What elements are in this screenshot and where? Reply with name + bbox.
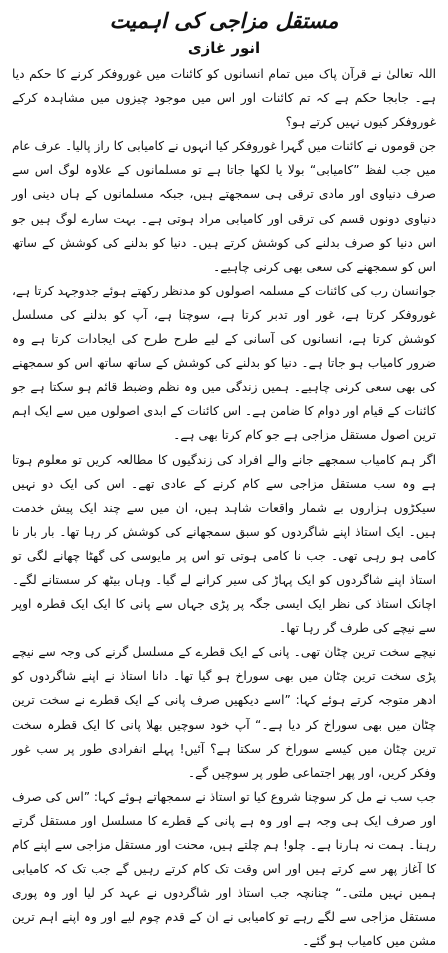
article-body (12, 62, 436, 953)
article-title: مستقل مزاجی کی اہمیت (109, 9, 339, 33)
paragraph-4: اگر ہم کامیاب سمجھے جانے والے افراد کی زندگیوں کا مطالعہ کریں تو معلوم ہوتا ہے وہ سب مستقل مزاجی سے کام کرنے کے عادی تھے۔ اس کی ایک دو نہیں سیکڑوں ہزاروں بے شمار واقعات شاہد ہیں، ان میں سے چند ایک پیش خدمت ہیں۔ ایک استاذ اپنے شاگردوں کو سبق سمجھانے کی کوشش کر رہا تھا۔ بار بار نا کامی ہو رہی تھی۔ جب نا کامی ہوتی تو اس پر مایوسی کی گھٹا چھانے لگی تو استاذ اپنے شاگردوں کو ایک پہاڑ کی سیر کرانے لے گیا۔ وہاں بیٹھ کر سستانے لگے۔ اچانک استاذ کی نظر ایک ایسی جگہ پر پڑی جہاں سے پانی کا ایک ایک قطرہ اوپر سے نیچے کی طرف گر رہا تھا۔ (12, 452, 436, 636)
paragraph-3: جوانسان رب کی کائنات کے مسلمہ اصولوں کو مدنظر رکھتے ہوئے جدوجہد کرتا ہے، غوروفکر کرتا ہے، غور اور تدبر کرتا ہے، سوچتا ہے، آپ کو بدلنے کی مسلسل کوشش کرتا ہے، انسانوں کی آسانی کے لیے طرح طرح کی ایجادات کرتا ہے وہ ضرور کامیاب ہو جاتا ہے۔ دنیا کو بدلنے کی کوشش کے ساتھ ساتھ اس کو سمجھنے کی بھی سعی کرنی چاہیے۔ ہمیں زندگی میں وہ نظم وضبط قائم ہو سکتا ہے جو کائنات کے قیام اور دوام کا ضامن ہے۔ اس کائنات کے ابدی اصولوں میں سے ایک اہم ترین اصول مستقل مزاجی ہے جو کام کرتا بھی ہے۔ (12, 283, 436, 443)
paragraph-1: اللہ تعالیٰ نے قرآن پاک میں تمام انسانوں کو کائنات میں غوروفکر کرنے کا حکم دیا ہے۔ جابجا حکم ہے کہ تم کائنات اور اس میں موجود چیزوں میں مشاہدہ کرکے غوروفکر کیوں نہیں کرتے ہو؟ (12, 67, 436, 130)
paragraph-6: جب سب نے مل کر سوچنا شروع کیا تو استاذ نے سمجھاتے ہوئے کہا: ”اس کی صرف اور صرف ایک ہی وجہ ہے اور وہ ہے پانی کے قطرے کا مسلسل اور مستقل گرتے رہنا۔ ہمت نہ ہارنا ہے۔ چلو! ہم چلتے ہیں، محنت اور مستقل مزاجی سے اپنے کام کا آغاز پھر سے کرتے ہیں اور اس وقت تک کام کرتے رہیں گے جب تک کہ کامیابی ہمیں نہیں ملتی۔“ چنانچہ جب استاذ اور شاگردوں نے عہد کر لیا اور وہ پوری مستقل مزاجی سے لگے رہے تو کامیابی نے ان کے قدم چوم لیے اور وہ اپنے اہم ترین مشن میں کامیاب ہو گئے۔ (12, 789, 436, 949)
paragraph-5: نیچے سخت ترین چٹان تھی۔ پانی کے ایک قطرے کے مسلسل گرنے کی وجہ سے نیچے پڑی سخت ترین چٹان میں بھی سوراخ ہو گیا تھا۔ دانا استاذ نے اپنے شاگردوں کو ادھر متوجہ کرتے ہوئے کہا: ”اسے دیکھیں صرف پانی کے ایک قطرے نے سخت ترین چٹان میں بھی سوراخ کر دیا ہے۔“ آپ خود سوچیں بھلا پانی کا ایک قطرہ سخت ترین چٹان میں کیسے سوراخ کر سکتا ہے؟ آئیں! پہلے انفرادی طور پر سب غور وفکر کریں، اور پھر اجتماعی طور پر سوچیں گے۔ (12, 645, 436, 780)
paragraph-2: جن قوموں نے کائنات میں گہرا غوروفکر کیا انہوں نے کامیابی کا راز پالیا۔ عرف عام میں جب لفظ ”کامیابی“ بولا یا لکھا جاتا ہے تو مسلمانوں کے علاوہ لوگ اس سے صرف دنیاوی اور مادی ترقی ہی سمجھتے ہیں، جبکہ مسلمانوں کے ہاں دینی اور دنیاوی دونوں قسم کی ترقی اور کامیابی مراد ہوتی ہے۔ بہت سارے لوگ ہیں جو اس دنیا کو صرف بدلنے کی کوشش کرتے ہیں۔ دنیا کو بدلنے کی کوشش کے ساتھ اس کو سمجھنے کی سعی بھی کرنی چاہیے۔ (12, 139, 436, 274)
article-author: انور غازی (187, 39, 261, 57)
